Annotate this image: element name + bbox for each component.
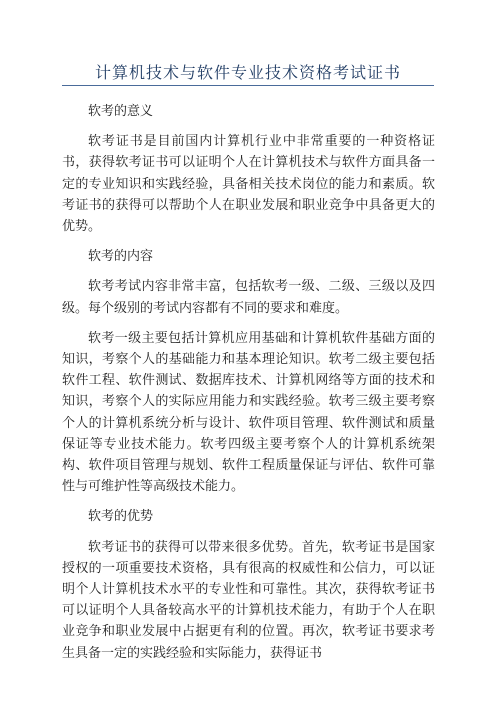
paragraph: 软考考试内容非常丰富，包括软考一级、二级、三级以及四级。每个级别的考试内容都有不同的要求和难度。 <box>62 279 435 316</box>
paragraph: 软考证书是目前国内计算机行业中非常重要的一种资格证书，获得软考证书可以证明个人在计算机技术与软件方面具备一定的专业知识和实践经验，具备相关技术岗位的能力和素质。软考证书的获得可以帮助个人在职业发展和职业竞争中具备更大的优势。 <box>62 134 435 235</box>
section-heading: 软考的意义 <box>88 104 154 119</box>
section-heading: 软考的内容 <box>88 249 154 265</box>
document-title: 计算机技术与软件专业技术资格考试证书 <box>94 63 401 82</box>
paragraph: 软考一级主要包括计算机应用基础和计算机软件基础方面的知识，考察个人的基础能力和基本理论知识。软考二级主要包括软件工程、软件测试、数据库技术、计算机网络等方面的技术和知识，考察个人的实际应用能力和实践经验。软考三级主要考察个人的计算机系统分析与设计、软件项目管理、软件测试和质量保证等专业技术能力。软考四级主要考察个人的计算机系统架构、软件项目管理与规划、软件工程质量保证与评估、软件可靠性与可维护性等高级技术能力。 <box>62 330 435 495</box>
title-underline <box>62 85 434 86</box>
document-body <box>62 92 435 664</box>
section-heading: 软考的优势 <box>88 509 154 525</box>
paragraph: 软考证书的获得可以带来很多优势。首先，软考证书是国家授权的一项重要技术资格，具有很高的权威性和公信力，可以证明个人计算机技术水平的专业性和可靠性。其次，获得软考证书可以证明个人具备较高水平的计算机技术能力，有助于个人在职业竞争和职业发展中占据更有利的位置。再次，软考证书要求考生具备一定的实践经验和实际能力，获得证书 <box>62 539 435 661</box>
